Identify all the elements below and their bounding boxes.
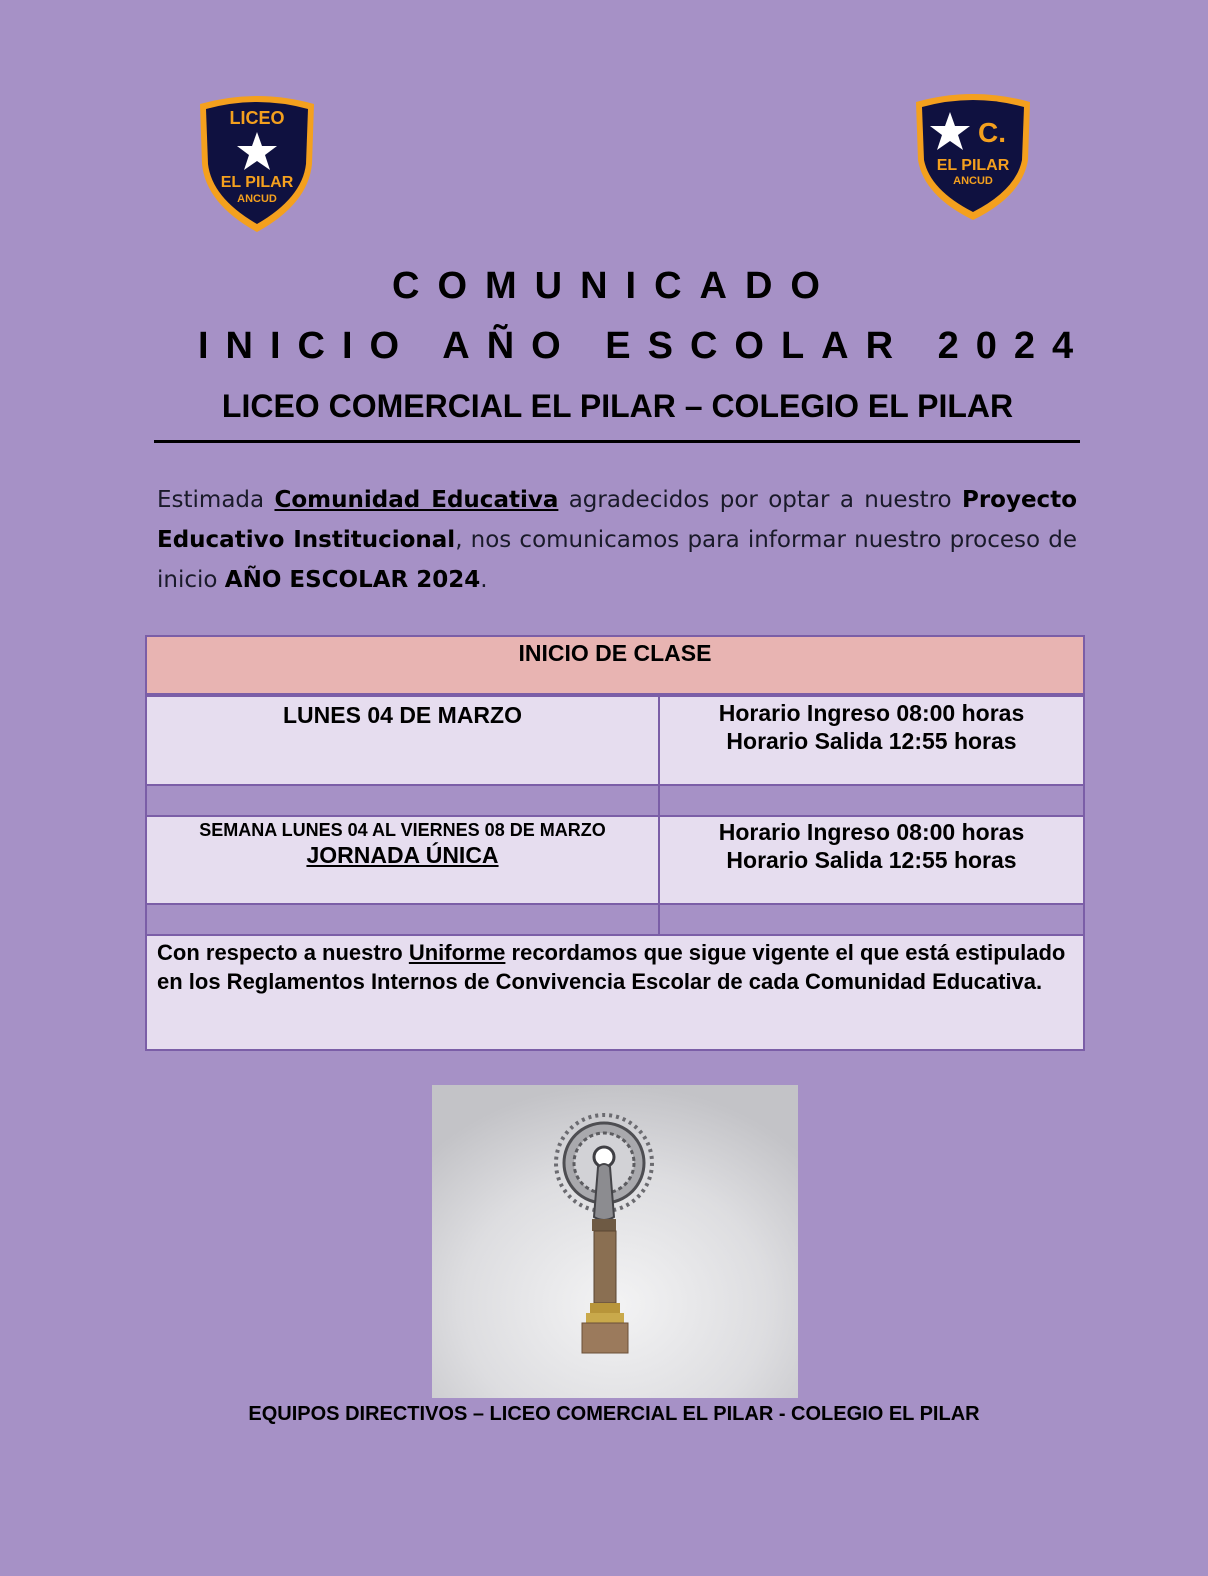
virgen-del-pilar-photo: [432, 1085, 798, 1398]
title-divider: [154, 440, 1080, 443]
spacer-cell: [145, 903, 660, 936]
colegio-el-pilar-logo: [910, 90, 1036, 222]
exit-time: Horario Salida 12:55 horas: [726, 847, 1017, 873]
intro-paragraph: Estimada Comunidad Educativa agradecidos por optar a nuestro Proyecto Educativo Institucional, nos comunicamos para informar nuestro proceso de inicio AÑO ESCOLAR 2024.: [157, 487, 1077, 593]
exit-time: Horario Salida 12:55 horas: [726, 728, 1017, 754]
entry-time: Horario Ingreso 08:00 horas: [718, 700, 1025, 726]
start-date: LUNES 04 DE MARZO: [283, 702, 522, 728]
schedule-cell: [658, 695, 1085, 786]
schedule-mode: JORNADA ÚNICA: [306, 842, 499, 868]
school-year-term: AÑO ESCOLAR 2024: [224, 567, 481, 593]
date-cell: [145, 695, 660, 786]
week-cell: [145, 815, 660, 905]
schools-heading: LICEO COMERCIAL EL PILAR – COLEGIO EL PILAR: [221, 388, 1014, 424]
spacer-cell: [658, 903, 1085, 936]
project-term: Proyecto Educativo Institucional: [157, 487, 1077, 553]
table-header: INICIO DE CLASE: [518, 640, 712, 666]
entry-time: Horario Ingreso 08:00 horas: [718, 819, 1025, 845]
svg-text:ANCUD: ANCUD: [237, 193, 277, 205]
spacer-cell: [145, 784, 660, 817]
page-title: COMUNICADO: [392, 265, 838, 307]
svg-text:ANCUD: ANCUD: [953, 175, 993, 187]
uniform-note: Con respecto a nuestro Uniforme recordamos que sigue vigente el que está estipulado en los Reglamentos Internos de Convivencia Escolar de cada Comunidad Educativa.: [157, 940, 1066, 994]
page-subtitle: INICIO AÑO ESCOLAR 2024: [198, 325, 1091, 367]
spacer-cell: [658, 784, 1085, 817]
svg-text:LICEO: LICEO: [229, 108, 285, 128]
uniform-term: Uniforme: [408, 940, 506, 965]
svg-text:EL PILAR: EL PILAR: [936, 157, 1010, 174]
svg-text:C.: C.: [978, 117, 1006, 148]
table-header-cell: [145, 635, 1085, 695]
svg-text:EL PILAR: EL PILAR: [220, 174, 294, 191]
liceo-el-pilar-logo: [192, 92, 322, 234]
footer-signature: EQUIPOS DIRECTIVOS – LICEO COMERCIAL EL PILAR - COLEGIO EL PILAR: [248, 1403, 980, 1425]
uniform-cell: [145, 934, 1085, 1051]
schedule-cell: [658, 815, 1085, 905]
week-range: SEMANA LUNES 04 AL VIERNES 08 DE MARZO: [199, 820, 606, 840]
community-term: Comunidad Educativa: [274, 487, 559, 513]
